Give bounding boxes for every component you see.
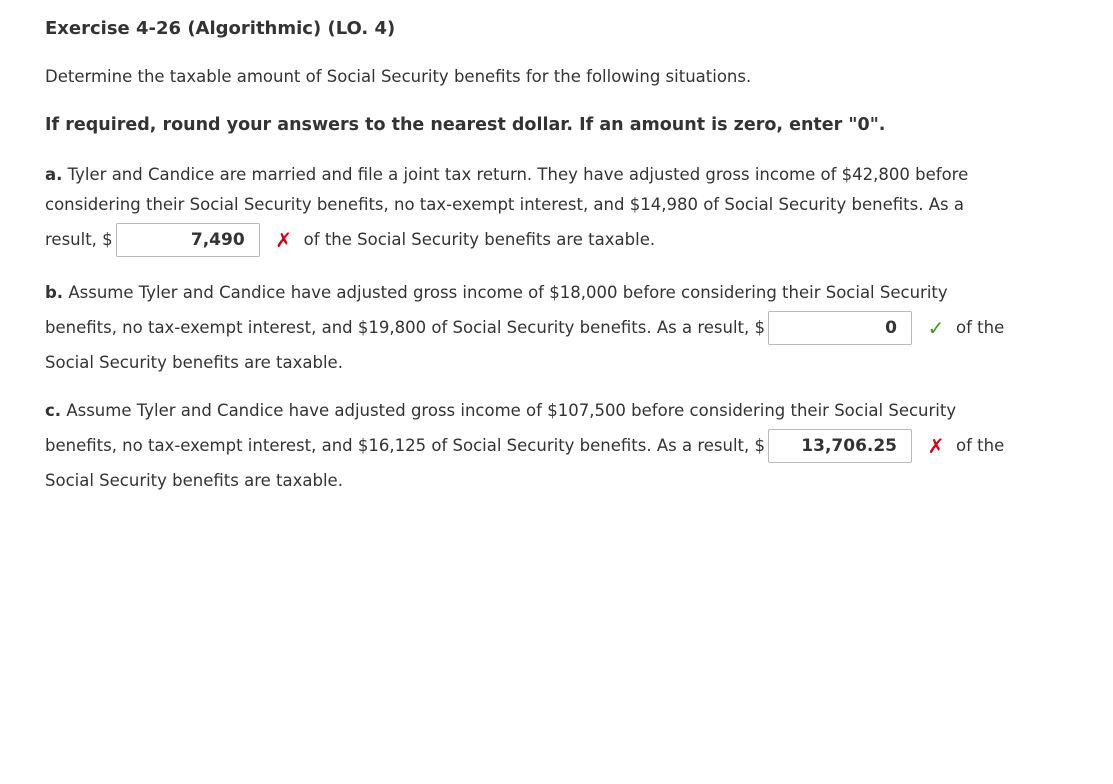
exercise-intro: Determine the taxable amount of Social Security benefits for the following situations. bbox=[45, 67, 752, 86]
part-a-text-1: Tyler and Candice are married and file a joint tax return. They have adjusted gross income of $42,800 before bbox=[67, 165, 969, 184]
part-b bbox=[45, 278, 1095, 378]
part-b-suffix: of the bbox=[956, 318, 1005, 337]
part-b-answer-row bbox=[45, 308, 1095, 348]
part-a-answer-input[interactable]: 7,490 bbox=[116, 223, 260, 257]
part-b-letter: b. bbox=[45, 283, 64, 302]
part-c bbox=[45, 396, 1095, 496]
part-a-answer-row bbox=[45, 220, 1095, 260]
part-b-answer-input[interactable]: 0 bbox=[768, 311, 912, 345]
part-c-answer-row bbox=[45, 426, 1095, 466]
part-c-text-1: Assume Tyler and Candice have adjusted gross income of $107,500 before considering their Social Security bbox=[66, 401, 957, 420]
exercise-page bbox=[45, 14, 1095, 496]
incorrect-x-icon: ✗ bbox=[927, 434, 945, 458]
part-c-line-1 bbox=[45, 396, 1095, 426]
part-c-prefix: benefits, no tax-exempt interest, and $16,125 of Social Security benefits. As a result, $ bbox=[45, 436, 766, 455]
correct-check-icon: ✓ bbox=[927, 316, 945, 340]
part-b-prefix: benefits, no tax-exempt interest, and $19,800 of Social Security benefits. As a result, $ bbox=[45, 318, 766, 337]
part-a-line-2: considering their Social Security benefits, no tax-exempt interest, and $14,980 of Social Security benefits. As a bbox=[45, 195, 964, 214]
part-a-prefix: result, $ bbox=[45, 230, 113, 249]
part-b-line-3: Social Security benefits are taxable. bbox=[45, 353, 343, 372]
part-c-line-3: Social Security benefits are taxable. bbox=[45, 471, 343, 490]
incorrect-x-icon: ✗ bbox=[275, 228, 293, 252]
part-a-line-1 bbox=[45, 160, 1095, 190]
exercise-title: Exercise 4-26 (Algorithmic) (LO. 4) bbox=[45, 18, 396, 39]
rounding-instruction: If required, round your answers to the nearest dollar. If an amount is zero, enter "0". bbox=[45, 115, 886, 135]
part-c-suffix: of the bbox=[956, 436, 1005, 455]
part-a-letter: a. bbox=[45, 165, 63, 184]
part-c-answer-input[interactable]: 13,706.25 bbox=[768, 429, 912, 463]
part-c-letter: c. bbox=[45, 401, 62, 420]
part-a bbox=[45, 160, 1095, 260]
part-b-text-1: Assume Tyler and Candice have adjusted gross income of $18,000 before considering their Social Security bbox=[68, 283, 948, 302]
part-b-line-1 bbox=[45, 278, 1095, 308]
part-a-suffix: of the Social Security benefits are taxable. bbox=[303, 230, 656, 249]
